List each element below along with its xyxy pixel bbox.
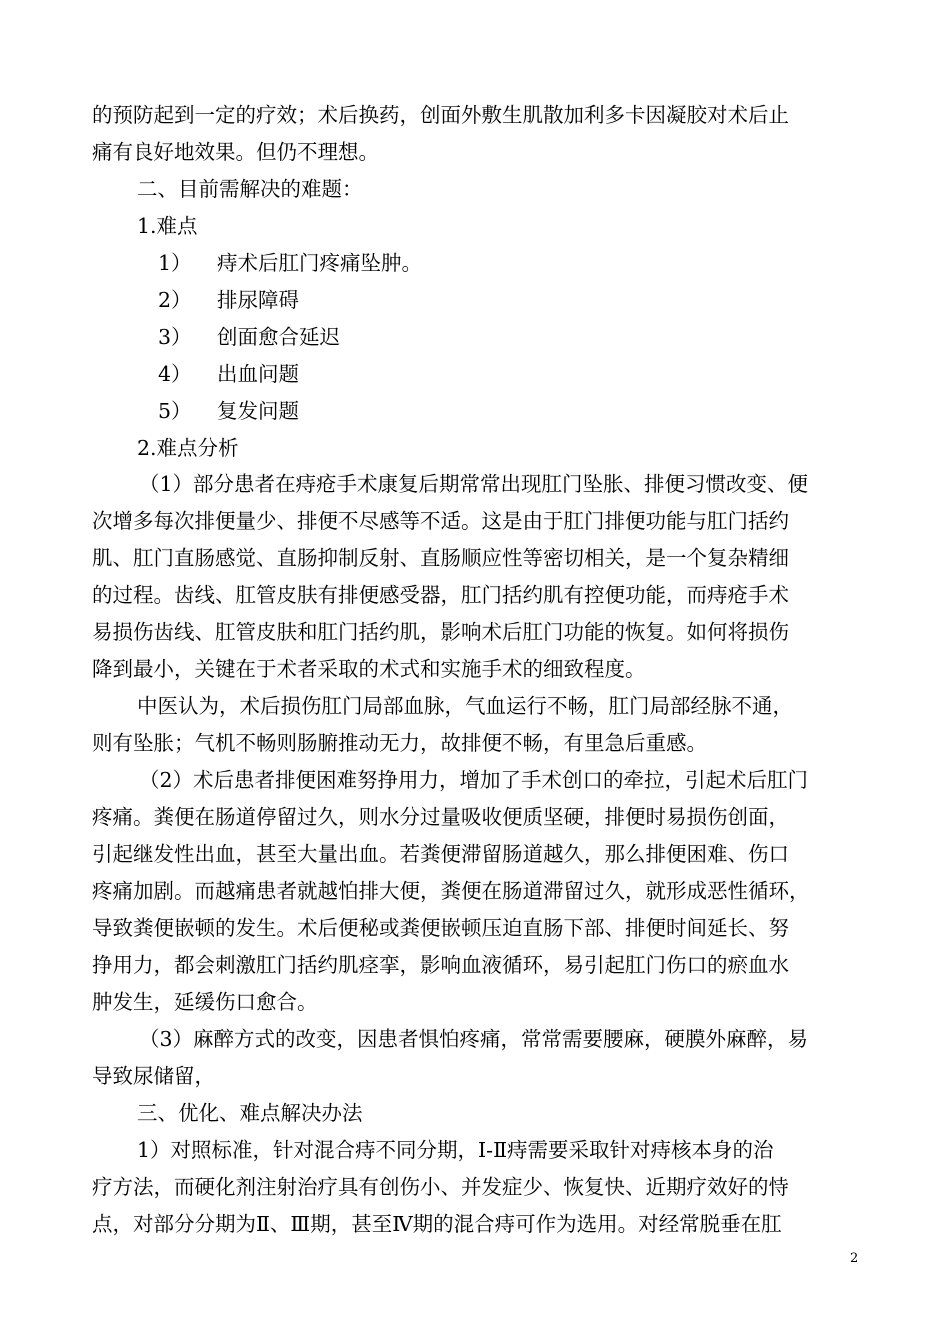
list-item-text: 出血问题 <box>217 362 299 386</box>
subsection-heading: 1.难点 <box>137 214 198 238</box>
text-line: 引起继发性出血，甚至大量出血。若粪便滞留肠道越久，那么排便困难、伤口 <box>92 842 789 866</box>
text-line: 痛有良好地效果。但仍不理想。 <box>92 140 379 164</box>
section-heading: 二、目前需解决的难题： <box>137 177 363 201</box>
list-item-text: 创面愈合延迟 <box>217 325 340 349</box>
list-item-number: 5） <box>158 399 192 423</box>
text-line: 挣用力，都会刺激肛门括约肌痉挛，影响血液循环，易引起肛门伤口的瘀血水 <box>92 953 789 977</box>
text-line: （3）麻醉方式的改变，因患者惧怕疼痛，常常需要腰麻，硬膜外麻醉，易 <box>139 1027 809 1051</box>
text-line: 降到最小，关键在于术者采取的术式和实施手术的细致程度。 <box>92 657 646 681</box>
text-line: 导致粪便嵌顿的发生。术后便秘或粪便嵌顿压迫直肠下部、排便时间延长、努 <box>92 916 789 940</box>
text-line: （1）部分患者在痔疮手术康复后期常常出现肛门坠胀、排便习惯改变、便 <box>139 472 809 496</box>
subsection-heading: 2.难点分析 <box>137 436 239 460</box>
text-line: 导致尿储留， <box>92 1064 215 1088</box>
text-line: 疼痛。粪便在肠道停留过久，则水分过量吸收便质坚硬，排便时易损伤创面， <box>92 805 789 829</box>
page-number: 2 <box>850 1251 859 1266</box>
section-heading: 三、优化、难点解决办法 <box>137 1101 363 1125</box>
list-item-number: 4） <box>158 362 192 386</box>
text-line: 中医认为，术后损伤肛门局部血脉，气血运行不畅，肛门局部经脉不通， <box>137 694 793 718</box>
list-item-number: 2） <box>158 288 192 312</box>
text-line: 则有坠胀；气机不畅则肠腑推动无力，故排便不畅，有里急后重感。 <box>92 731 707 755</box>
list-item-text: 复发问题 <box>217 399 299 423</box>
text-line: 肿发生，延缓伤口愈合。 <box>92 990 318 1014</box>
list-item-text: 痔术后肛门疼痛坠肿。 <box>217 251 422 275</box>
text-line: （2）术后患者排便困难努挣用力，增加了手术创口的牵拉，引起术后肛门 <box>139 768 809 792</box>
list-item-number: 3） <box>158 325 192 349</box>
text-line: 的过程。齿线、肛管皮肤有排便感受器，肛门括约肌有控便功能，而痔疮手术 <box>92 583 789 607</box>
text-line: 疼痛加剧。而越痛患者就越怕排大便，粪便在肠道滞留过久，就形成恶性循环， <box>92 879 810 903</box>
text-line: 次增多每次排便量少、排便不尽感等不适。这是由于肛门排便功能与肛门括约 <box>92 509 789 533</box>
text-line: 疗方法，而硬化剂注射治疗具有创伤小、并发症少、恢复快、近期疗效好的恃 <box>92 1175 789 1199</box>
text-line: 的预防起到一定的疗效；术后换药，创面外敷生肌散加利多卡因凝胶对术后止 <box>92 103 789 127</box>
text-line: 点，对部分分期为Ⅱ、Ⅲ期，甚至Ⅳ期的混合痔可作为选用。对经常脱垂在肛 <box>92 1212 782 1236</box>
text-line: 易损伤齿线、肛管皮肤和肛门括约肌，影响术后肛门功能的恢复。如何将损伤 <box>92 620 789 644</box>
list-item-number: 1） <box>158 251 192 275</box>
text-line: 1）对照标准，针对混合痔不同分期，Ⅰ-Ⅱ痔需要采取针对痔核本身的治 <box>137 1138 774 1162</box>
text-line: 肌、肛门直肠感觉、直肠抑制反射、直肠顺应性等密切相关，是一个复杂精细 <box>92 546 789 570</box>
list-item-text: 排尿障碍 <box>217 288 299 312</box>
